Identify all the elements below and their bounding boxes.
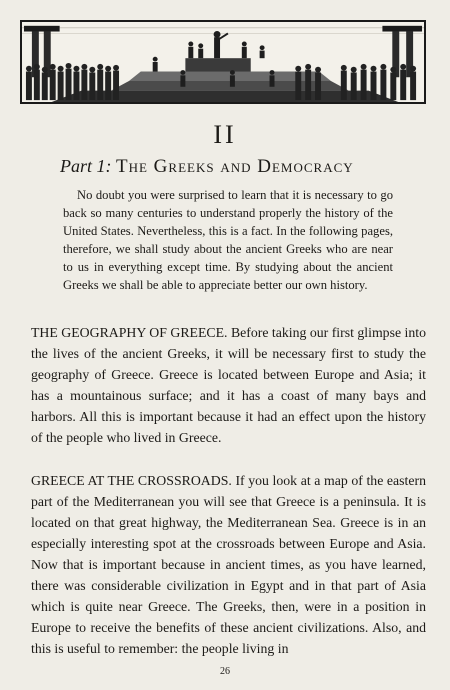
- section-paragraph: [31, 470, 426, 659]
- greek-assembly-illustration: [22, 22, 424, 102]
- section-paragraph: [31, 322, 426, 448]
- part-label: Part 1:: [60, 156, 112, 176]
- intro-text: No doubt you were surprised to learn that it is necessary to go back so many centuries to understand properly the history of the United States. Nevertheless, this is a fact. In the following pages, therefore, we shall study about the ancient Greeks who are near to us in everything except time. By studying about the ancient Greeks we shall be able to appreciate better our own history.: [63, 188, 393, 292]
- header-illustration: [20, 20, 426, 104]
- page-number: 26: [220, 666, 230, 677]
- chapter-number: II: [213, 120, 237, 149]
- section-heading: GREECE AT THE CROSSROADS.: [31, 473, 232, 488]
- part-name: The Greeks and Democracy: [116, 156, 354, 177]
- part-title: [60, 156, 390, 178]
- section-heading: THE GEOGRAPHY OF GREECE.: [31, 325, 228, 340]
- section-text: If you look at a map of the eastern part of the Mediterranean you will see that Greece is a peninsula. It is located on that great highway, the Mediterranean Sea. Greece is in an especially interesting spot at the crossroads between Europe and Asia. Now that is important because in ancient times, as you have learned, there was considerable civilization in Egypt and in that part of Asia which is quite near Greece. The Greeks, then, were in a position in Europe to receive the benefits of these ancient civilizations. Also, and this is useful to remember: the people living in: [31, 473, 426, 656]
- section-text: Before taking our first glimpse into the lives of the ancient Greeks, it will be necessary first to study the geography of Greece. Greece is located between Europe and Asia; it has a mountainous surface; and it has a coast of many bays and harbors. All this is important because it had an effect upon the history of the people who lived in Greece.: [31, 325, 426, 445]
- intro-paragraph: [63, 186, 393, 294]
